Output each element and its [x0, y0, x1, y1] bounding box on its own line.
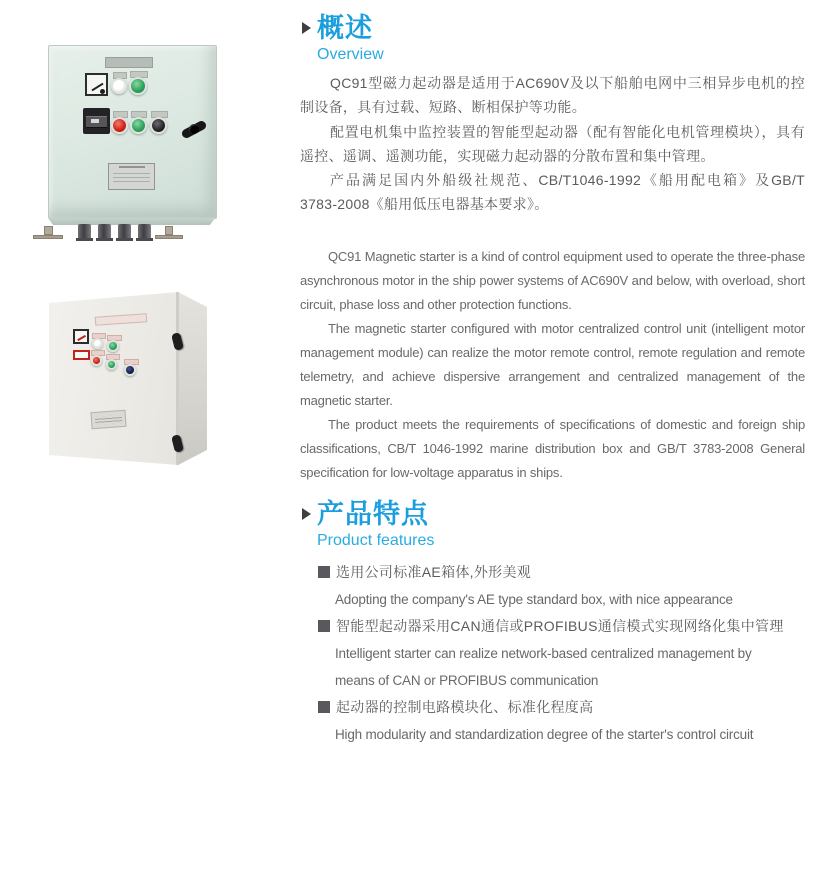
feature-cn-label: 起动器的控制电路模块化、标准化程度高 [336, 698, 594, 715]
features-title-cn: 产品特点 [317, 498, 429, 529]
overview-english-paragraphs [300, 245, 805, 485]
nameplate-text-lines [95, 415, 122, 425]
feature-text-en: High modularity and standardization degree of the starter's control circuit [335, 726, 754, 742]
cable-gland [118, 224, 131, 241]
features-title-en: Product features [317, 531, 435, 549]
ammeter-needle [77, 335, 86, 341]
overview-paragraph-en: The product meets the requirements of specifications of domestic and foreign ship classifications, CB/T 1046-1992 marine distribution box and GB/T 3783-2008 General specification for low-voltage apparatus in ships. [300, 416, 805, 480]
feature-text-cn [318, 694, 805, 721]
section-product-features [300, 499, 805, 748]
feature-item [318, 694, 805, 748]
overview-paragraph-en: The magnetic starter configured with motor centralized control unit (intelligent motor management module) can realize the motor remote control, remote regulation and remote telemetry, and achieve dispersive arrangement and centralized management of the magnetic starter. [300, 320, 805, 408]
ammeter [85, 73, 108, 96]
feature-text-cn [318, 613, 805, 640]
features-header [300, 499, 805, 551]
feature-item [318, 559, 805, 613]
feature-cn-label: 智能型起动器采用CAN通信或PROFIBUS通信模式实现网络化集中管理 [336, 617, 784, 634]
enclosure-bottom-bevel [48, 218, 215, 225]
breaker-toggle [91, 119, 99, 123]
white-indicator-button [92, 338, 103, 349]
nameplate [90, 410, 126, 429]
green-indicator-button [107, 340, 119, 352]
feature-text-en: Adopting the company's AE type standard box, with nice appearance [335, 591, 733, 607]
feature-cn-label: 选用公司标准AE箱体,外形美观 [336, 563, 532, 580]
content-column [300, 13, 805, 748]
nameplate-text-lines [113, 170, 150, 185]
rotary-selector-switch [179, 118, 209, 140]
overview-chinese-paragraphs [300, 71, 805, 217]
section-overview [300, 13, 805, 485]
white-indicator-button [111, 78, 127, 94]
overview-paragraph-en: QC91 Magnetic starter is a kind of control equipment used to operate the three-phase asynchronous motor in the ship power systems of AC690V and below, with overload, short circuit, phase loss and other protection functions. [300, 248, 805, 312]
green-start-button [130, 117, 147, 134]
blue-reset-button [124, 364, 136, 376]
cable-gland [138, 224, 151, 241]
top-label-plate [105, 57, 153, 68]
square-bullet-icon [318, 620, 330, 632]
red-stop-button [91, 355, 102, 366]
rotary-knob [189, 124, 199, 134]
feature-item [318, 613, 805, 694]
section-arrow-icon [302, 22, 311, 34]
circuit-breaker [83, 108, 110, 134]
product-photo-starter-angled-view [45, 285, 245, 485]
green-start-button [106, 359, 117, 370]
overview-paragraph-cn: 配置电机集中监控装置的智能型起动器（配有智能化电机管理模块），具有遥控、遥调、遥测功能，实现磁力起动器的分散布置和集中管理。 [300, 123, 805, 164]
overview-title-en: Overview [317, 46, 384, 63]
black-reset-button [150, 117, 167, 134]
square-bullet-icon [318, 701, 330, 713]
product-photo-starter-front-view [33, 44, 233, 244]
feature-text-cn [318, 559, 805, 586]
section-arrow-icon [302, 508, 311, 520]
overview-paragraph-cn: QC91型磁力起动器是适用于AC690V及以下船舶电网中三相异步电机的控制设备，具有过载、短路、断相保护等功能。 [300, 75, 805, 116]
feature-list [300, 559, 805, 748]
cable-gland [98, 224, 111, 241]
red-stop-button [111, 117, 128, 134]
feature-text-en: Intelligent starter can realize network-based centralized management by means of CAN or PROFIBUS communication [335, 645, 752, 688]
mounting-bracket [33, 226, 63, 239]
overview-title-cn: 概述 [317, 13, 373, 43]
square-bullet-icon [318, 566, 330, 578]
overview-header [300, 13, 805, 65]
cable-gland [78, 224, 91, 241]
overview-paragraph-cn: 产品满足国内外船级社规范、CB/T1046-1992《船用配电箱》及GB/T 3783-2008《船用低压电器基本要求》。 [300, 172, 805, 213]
ammeter [73, 329, 89, 344]
mounting-bracket [155, 226, 183, 239]
ammeter-adjust-knob [100, 89, 105, 94]
green-indicator-button [129, 77, 147, 95]
nameplate-title-line [119, 166, 145, 168]
nameplate [108, 163, 155, 190]
display-window [73, 350, 90, 360]
